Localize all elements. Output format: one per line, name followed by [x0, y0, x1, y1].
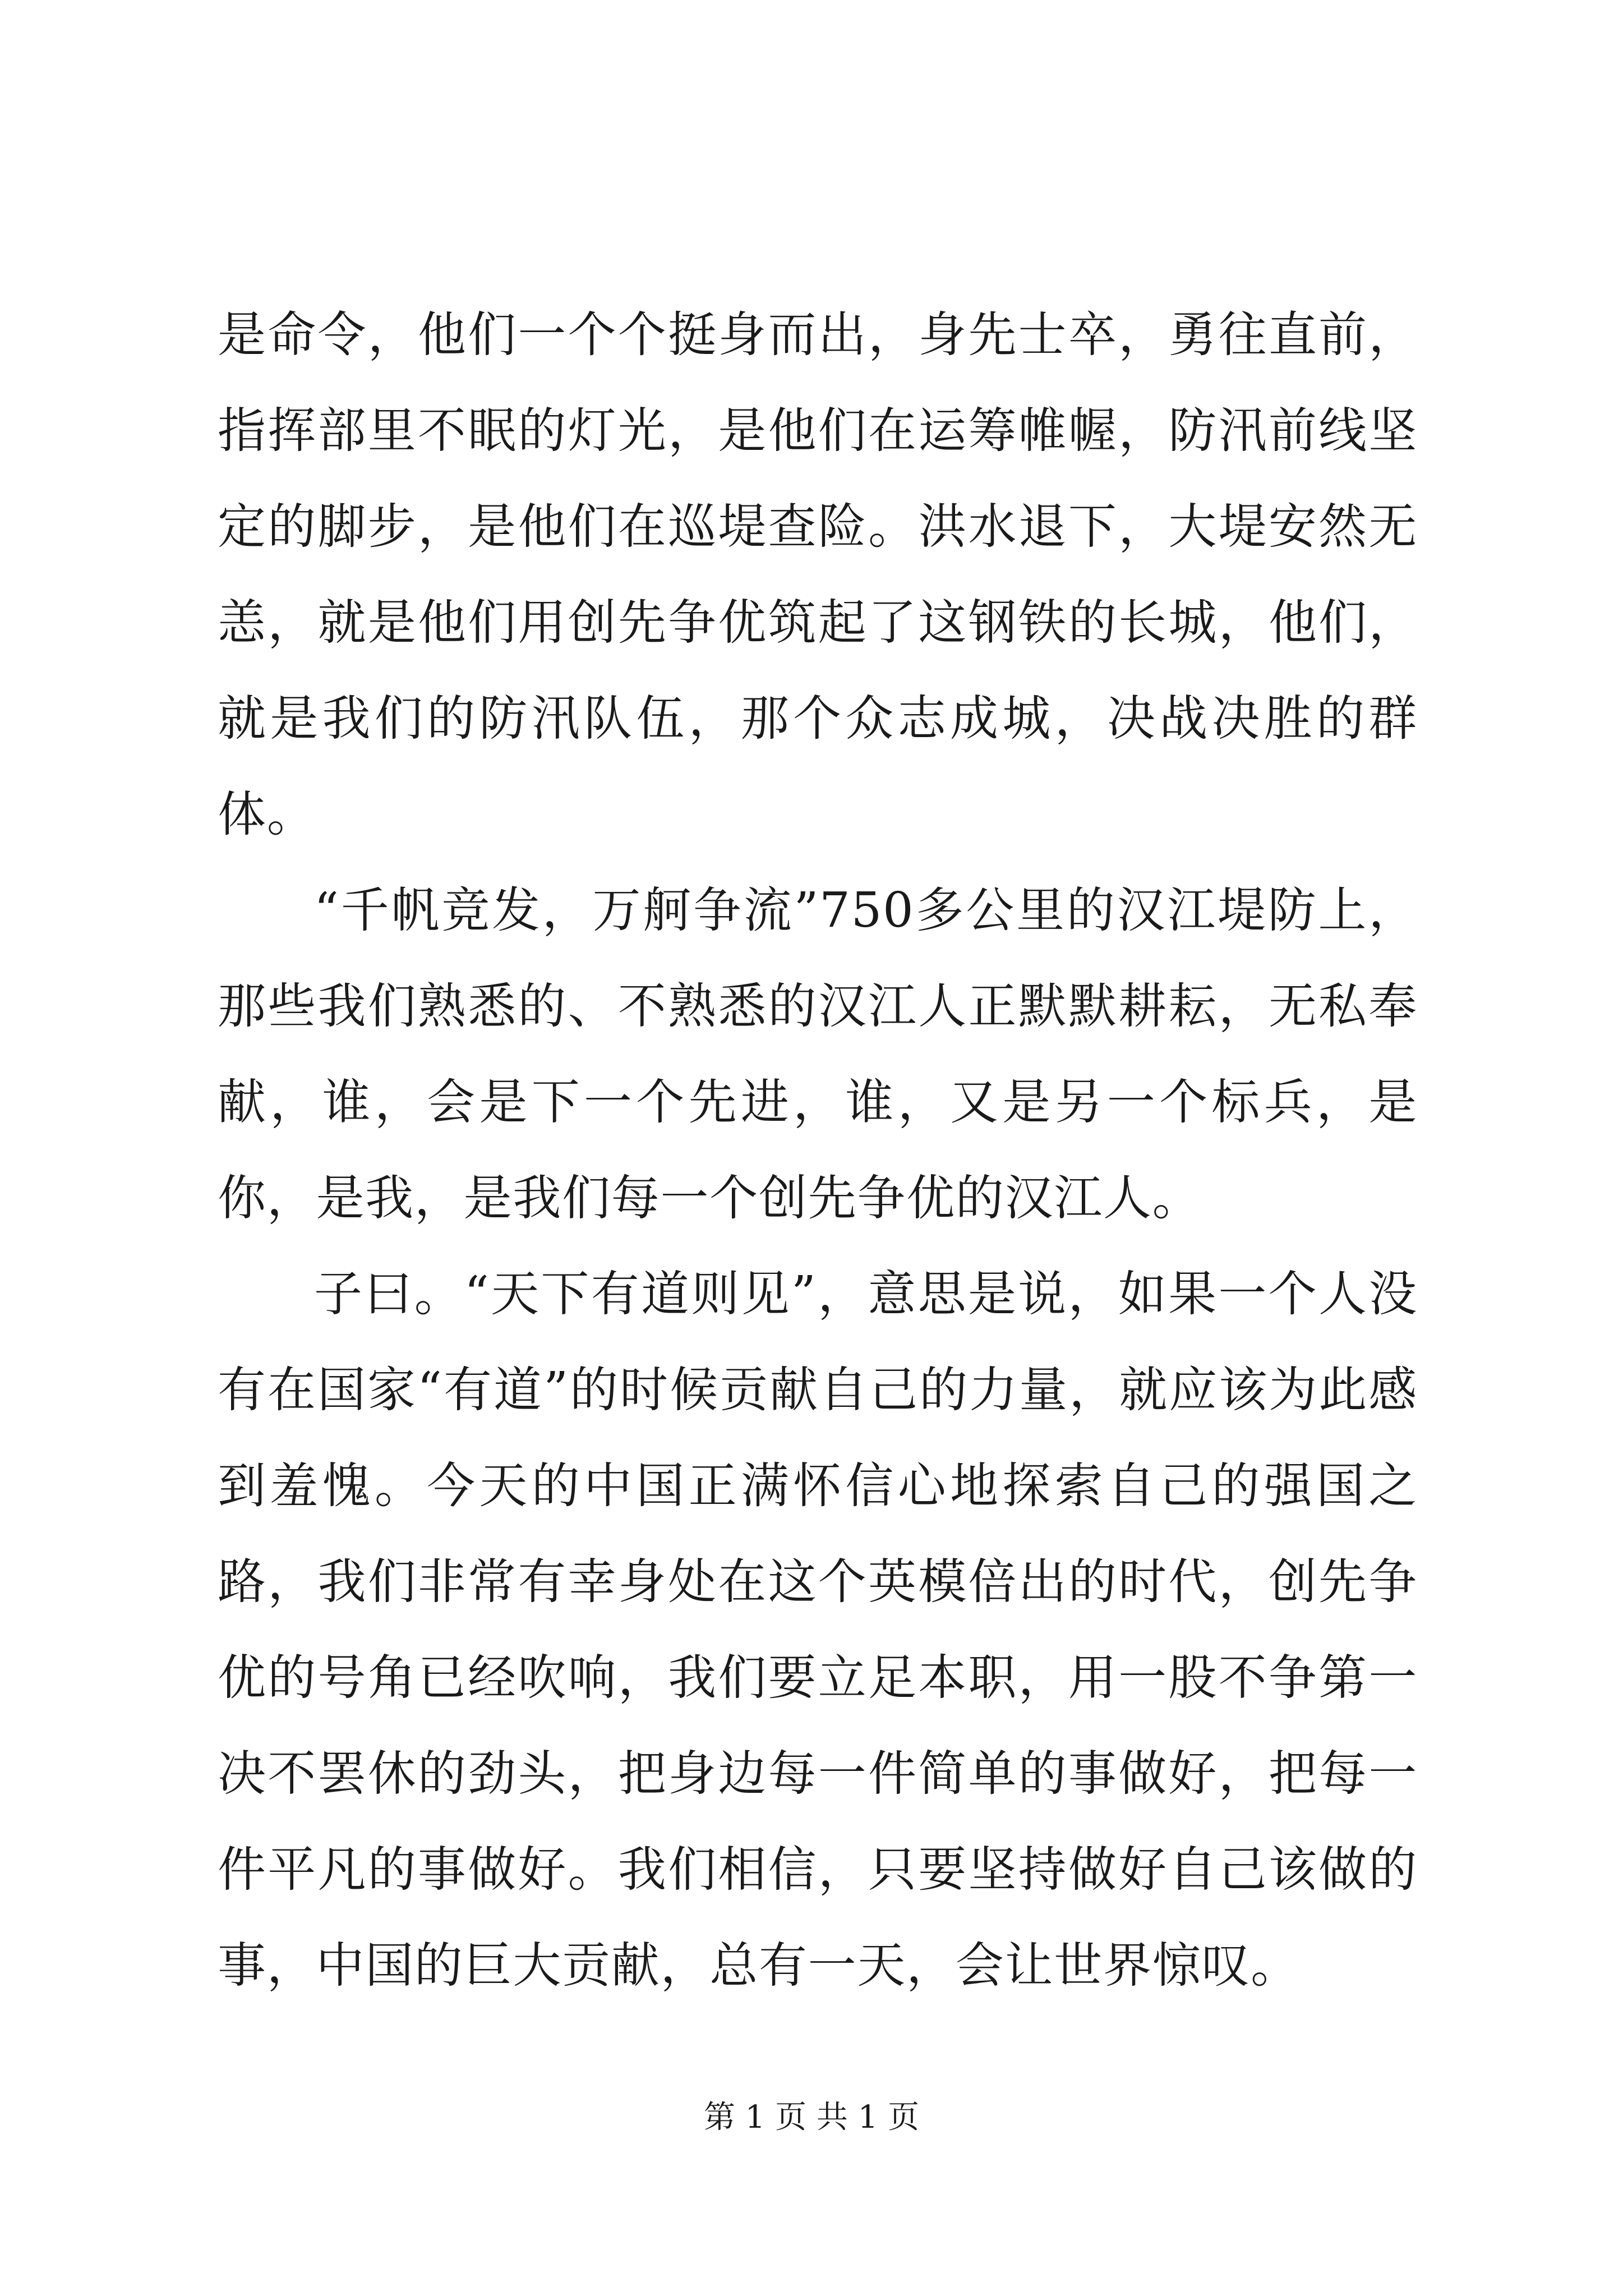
paragraph-3: 子曰。“天下有道则见”，意思是说，如果一个人没有在国家“有道”的时候贡献自己的力量，就应该为此感到羞愧。今天的中国正满怀信心地探索自己的强国之路，我们非常有幸身处在这个英模倍出的时代，创先争优的号角已经吹响，我们要立足本职，用一股不争第一决不罢休的劲头，把身边每一件简单的事做好，把每一件平凡的事做好。我们相信，只要坚持做好自己该做的事，中国的巨大贡献，总有一天，会让世界惊叹。	[218, 1266, 1418, 1994]
paragraph-2: “千帆竞发，万舸争流”750多公里的汉江堤防上，那些我们熟悉的、不熟悉的汉江人正默默耕耘，无私奉献，谁，会是下一个先进，谁，又是另一个标兵，是你，是我，是我们每一个创先争优的汉江人。	[218, 882, 1418, 1226]
page-footer: 第 1 页 共 1 页	[703, 2099, 920, 2136]
paragraph-1: 是命令，他们一个个挺身而出，身先士卒，勇往直前，指挥部里不眠的灯光，是他们在运筹帷幄，防汛前线坚定的脚步，是他们在巡堤查险。洪水退下，大堤安然无恙，就是他们用创先争优筑起了这钢铁的长城，他们，就是我们的防汛队伍，那个众志成城，决战决胜的群体。	[218, 307, 1418, 843]
document-body	[218, 287, 1418, 2014]
